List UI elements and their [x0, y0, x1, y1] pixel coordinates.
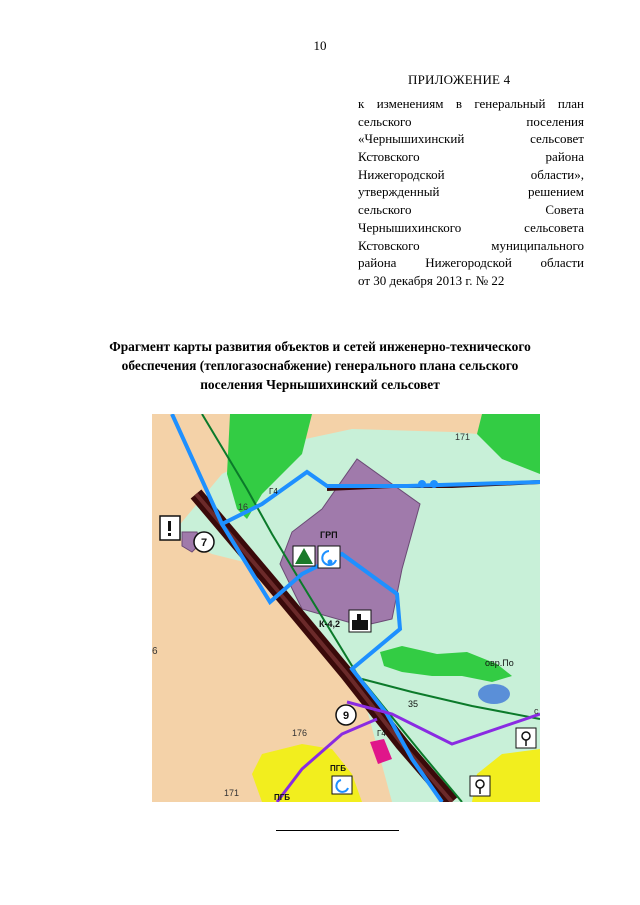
approval-line: к изменениям в генеральный план: [358, 96, 584, 111]
appendix-title: ПРИЛОЖЕНИЕ 4: [408, 72, 511, 87]
approval-line: от 30 декабря 2013 г. № 22: [358, 272, 505, 288]
gas-label: Г4: [269, 487, 278, 496]
parcel-label: 171: [455, 432, 471, 442]
marker-label: 9: [342, 710, 350, 722]
parcel-label: 171: [224, 788, 240, 798]
approval-line: сельского поселения: [358, 113, 584, 129]
heading-line: обеспечения (теплогазоснабжение) генерального плана сельского: [121, 358, 519, 373]
approval-line: Кстовского района: [358, 149, 584, 165]
approval-line: «Чернышихинский сельсовет: [358, 131, 584, 147]
antenna-sign: [516, 728, 536, 748]
footer-rule: [276, 830, 399, 831]
page-number: 10: [313, 38, 327, 53]
heading-line: Фрагмент карты развития объектов и сетей инженерно-технического: [109, 339, 531, 354]
exclamation-sign: [160, 516, 180, 540]
pgb-label: ПГБ: [274, 793, 291, 802]
gas-label: Г4: [377, 729, 386, 738]
marker-7: [194, 532, 214, 552]
exclamation-icon: [168, 521, 171, 531]
pond: [478, 684, 510, 704]
edge-label: 6: [152, 646, 158, 657]
marker-label: 7: [200, 537, 208, 549]
approval-line: утвержденный решением: [358, 184, 584, 200]
approval-line: Кстовского муниципального: [358, 237, 584, 253]
approval-block: [358, 95, 584, 290]
parcel-label: 176: [292, 728, 308, 738]
document-heading: [60, 337, 580, 394]
approval-line: района Нижегородской области: [358, 255, 584, 271]
map-fragment: [152, 414, 540, 802]
ravine-label: овр.По: [485, 658, 514, 668]
parcel-label: 16: [238, 502, 249, 512]
approval-line: Чернышихинского сельсовета: [358, 219, 584, 235]
boiler-label: К-4,2: [318, 619, 340, 629]
gas-node: [430, 480, 438, 488]
grp-label: ГРП: [320, 530, 338, 540]
heading-line: поселения Чернышихинский сельсовет: [200, 377, 440, 392]
gas-node: [418, 480, 426, 488]
approval-line: сельского Совета: [358, 202, 584, 218]
edge-label: с: [534, 706, 539, 716]
number-label: 35: [408, 699, 419, 709]
marker-9: [336, 705, 356, 725]
pgb-label: ПГБ: [330, 764, 347, 773]
antenna-sign: [470, 776, 490, 796]
approval-line: Нижегородской области»,: [358, 166, 584, 182]
